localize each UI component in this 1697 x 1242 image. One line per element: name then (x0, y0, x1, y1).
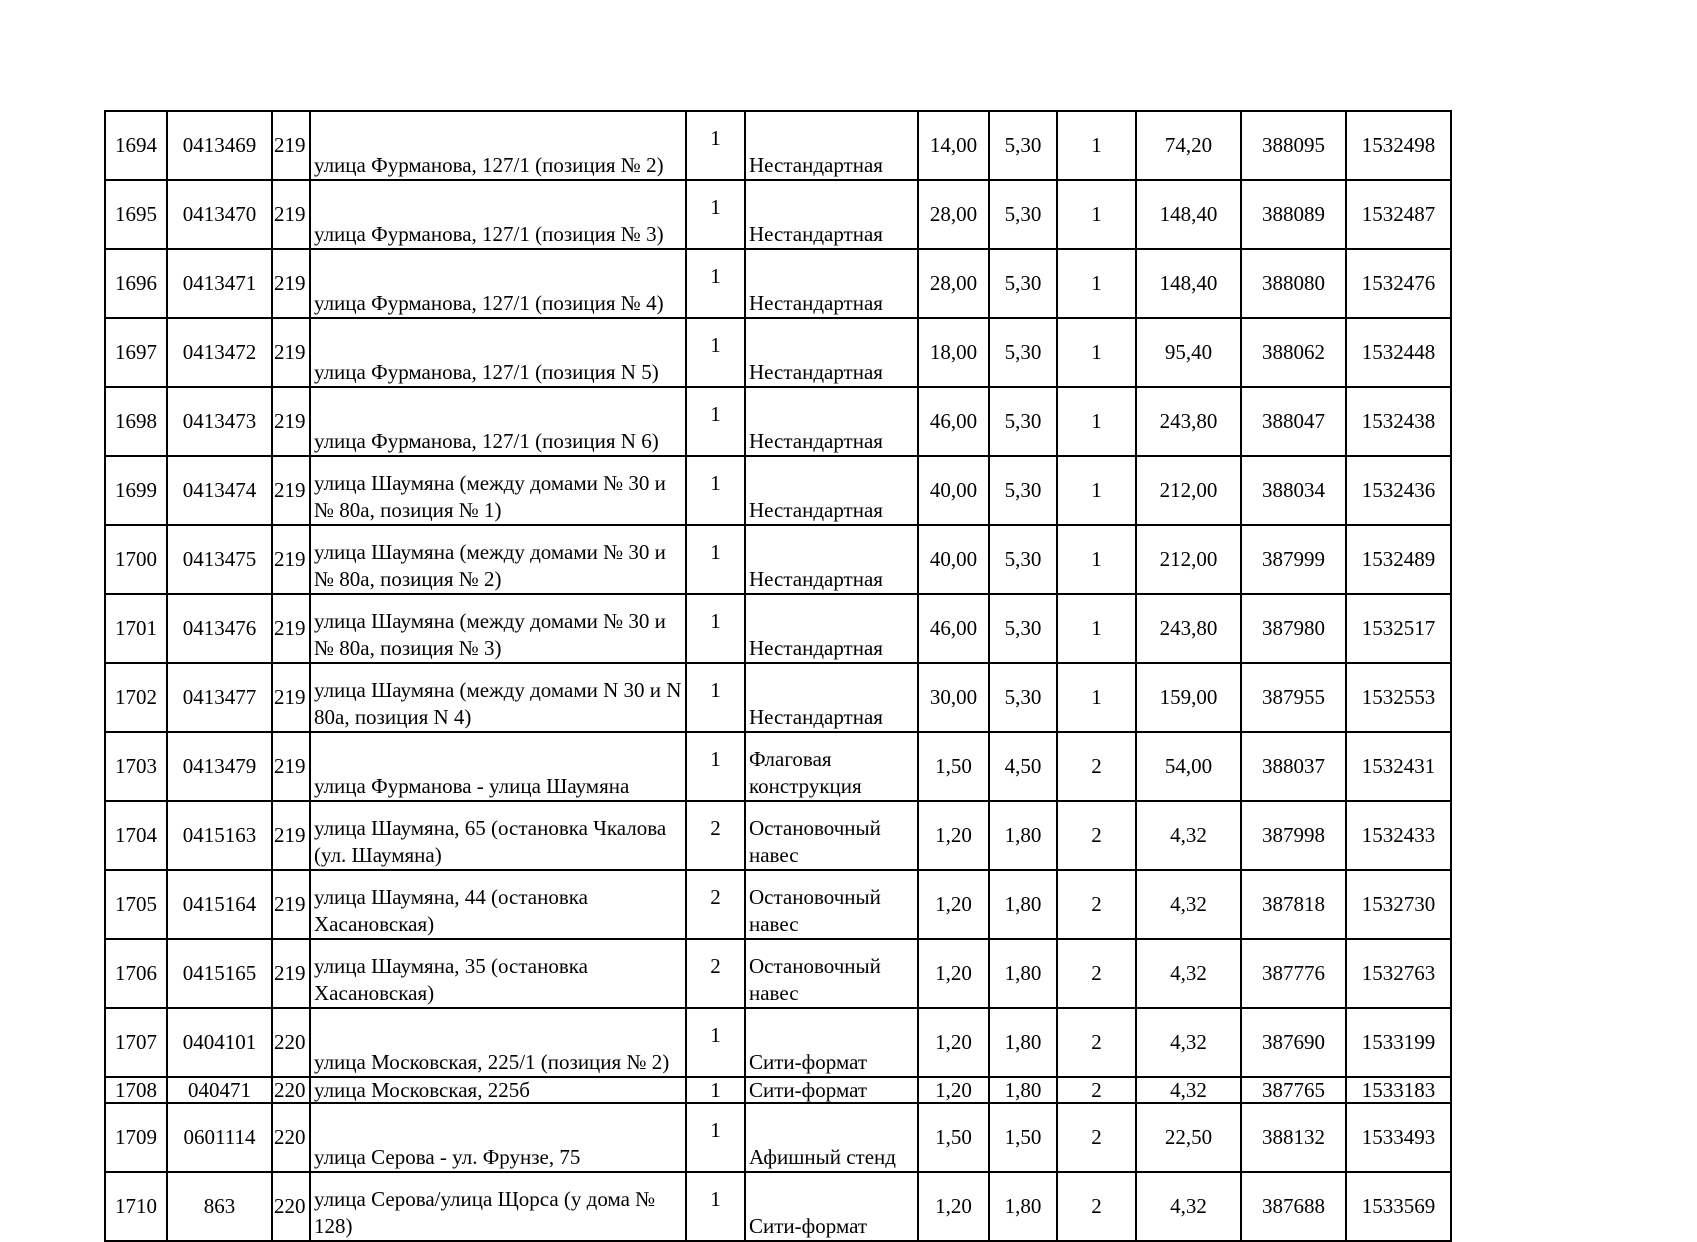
row-number-cell: 1694 (105, 111, 167, 180)
height-cell: 1,80 (989, 1172, 1057, 1241)
width-cell: 1,20 (918, 1008, 989, 1077)
construction-type-cell: Остановочный навес (745, 870, 918, 939)
object-id-cell: 0413479 (167, 732, 272, 801)
height-cell: 5,30 (989, 111, 1057, 180)
quantity-cell: 1 (686, 663, 745, 732)
object-id-cell: 0415164 (167, 870, 272, 939)
sides-cell: 1 (1057, 111, 1136, 180)
height-cell: 5,30 (989, 594, 1057, 663)
sides-cell: 2 (1057, 1008, 1136, 1077)
coordinate-y-cell: 1532433 (1346, 801, 1451, 870)
construction-type-cell: Сити-формат (745, 1077, 918, 1103)
table-row (105, 456, 1451, 525)
code-cell: 219 (272, 387, 310, 456)
width-cell: 1,20 (918, 870, 989, 939)
coordinate-y-cell: 1532436 (1346, 456, 1451, 525)
object-id-cell: 0413476 (167, 594, 272, 663)
coordinate-x-cell: 387980 (1241, 594, 1346, 663)
height-cell: 1,80 (989, 870, 1057, 939)
coordinate-y-cell: 1532517 (1346, 594, 1451, 663)
table-row (105, 525, 1451, 594)
coordinate-y-cell: 1532476 (1346, 249, 1451, 318)
coordinate-y-cell: 1532730 (1346, 870, 1451, 939)
sides-cell: 2 (1057, 1077, 1136, 1103)
area-cell: 243,80 (1136, 387, 1241, 456)
quantity-cell: 1 (686, 111, 745, 180)
coordinate-x-cell: 388089 (1241, 180, 1346, 249)
sides-cell: 1 (1057, 456, 1136, 525)
code-cell: 219 (272, 801, 310, 870)
construction-type-cell: Остановочный навес (745, 939, 918, 1008)
table-row (105, 801, 1451, 870)
sides-cell: 2 (1057, 870, 1136, 939)
code-cell: 219 (272, 180, 310, 249)
height-cell: 5,30 (989, 387, 1057, 456)
width-cell: 1,20 (918, 1172, 989, 1241)
quantity-cell: 1 (686, 387, 745, 456)
coordinate-y-cell: 1533183 (1346, 1077, 1451, 1103)
address-cell: улица Шаумяна, 35 (остановка Хасановская) (310, 939, 686, 1008)
width-cell: 1,20 (918, 1077, 989, 1103)
width-cell: 40,00 (918, 525, 989, 594)
row-number-cell: 1709 (105, 1103, 167, 1172)
object-id-cell: 0413471 (167, 249, 272, 318)
quantity-cell: 1 (686, 594, 745, 663)
quantity-cell: 1 (686, 318, 745, 387)
area-cell: 148,40 (1136, 180, 1241, 249)
height-cell: 5,30 (989, 180, 1057, 249)
code-cell: 220 (272, 1077, 310, 1103)
sides-cell: 1 (1057, 594, 1136, 663)
code-cell: 220 (272, 1008, 310, 1077)
code-cell: 219 (272, 249, 310, 318)
height-cell: 4,50 (989, 732, 1057, 801)
coordinate-y-cell: 1532763 (1346, 939, 1451, 1008)
object-id-cell: 863 (167, 1172, 272, 1241)
width-cell: 1,50 (918, 1103, 989, 1172)
width-cell: 30,00 (918, 663, 989, 732)
coordinate-y-cell: 1532553 (1346, 663, 1451, 732)
row-number-cell: 1697 (105, 318, 167, 387)
code-cell: 219 (272, 594, 310, 663)
sides-cell: 2 (1057, 1172, 1136, 1241)
quantity-cell: 1 (686, 732, 745, 801)
height-cell: 5,30 (989, 525, 1057, 594)
address-cell: улица Московская, 225/1 (позиция № 2) (310, 1008, 686, 1077)
height-cell: 5,30 (989, 456, 1057, 525)
row-number-cell: 1710 (105, 1172, 167, 1241)
table-row (105, 1008, 1451, 1077)
width-cell: 1,20 (918, 801, 989, 870)
sides-cell: 1 (1057, 180, 1136, 249)
register-table-container (104, 110, 1452, 1242)
quantity-cell: 2 (686, 870, 745, 939)
construction-type-cell: Нестандартная (745, 180, 918, 249)
code-cell: 219 (272, 318, 310, 387)
object-id-cell: 0404101 (167, 1008, 272, 1077)
area-cell: 212,00 (1136, 525, 1241, 594)
table-row (105, 732, 1451, 801)
coordinate-x-cell: 387688 (1241, 1172, 1346, 1241)
row-number-cell: 1708 (105, 1077, 167, 1103)
area-cell: 22,50 (1136, 1103, 1241, 1172)
code-cell: 219 (272, 663, 310, 732)
width-cell: 40,00 (918, 456, 989, 525)
construction-type-cell: Нестандартная (745, 594, 918, 663)
row-number-cell: 1704 (105, 801, 167, 870)
table-row (105, 387, 1451, 456)
code-cell: 219 (272, 870, 310, 939)
row-number-cell: 1705 (105, 870, 167, 939)
construction-type-cell: Сити-формат (745, 1172, 918, 1241)
width-cell: 28,00 (918, 180, 989, 249)
row-number-cell: 1696 (105, 249, 167, 318)
coordinate-y-cell: 1532489 (1346, 525, 1451, 594)
area-cell: 159,00 (1136, 663, 1241, 732)
address-cell: улица Фурманова, 127/1 (позиция № 3) (310, 180, 686, 249)
address-cell: улица Фурманова, 127/1 (позиция N 6) (310, 387, 686, 456)
sides-cell: 1 (1057, 525, 1136, 594)
address-cell: улица Фурманова, 127/1 (позиция N 5) (310, 318, 686, 387)
height-cell: 1,80 (989, 1008, 1057, 1077)
object-id-cell: 0413470 (167, 180, 272, 249)
coordinate-x-cell: 388037 (1241, 732, 1346, 801)
coordinate-y-cell: 1532448 (1346, 318, 1451, 387)
construction-type-cell: Нестандартная (745, 525, 918, 594)
width-cell: 46,00 (918, 387, 989, 456)
construction-type-cell: Сити-формат (745, 1008, 918, 1077)
construction-type-cell: Нестандартная (745, 387, 918, 456)
height-cell: 1,50 (989, 1103, 1057, 1172)
table-row (105, 870, 1451, 939)
table-row (105, 594, 1451, 663)
height-cell: 5,30 (989, 663, 1057, 732)
address-cell: улица Шаумяна, 44 (остановка Хасановская) (310, 870, 686, 939)
area-cell: 4,32 (1136, 801, 1241, 870)
address-cell: улица Серова - ул. Фрунзе, 75 (310, 1103, 686, 1172)
area-cell: 54,00 (1136, 732, 1241, 801)
construction-type-cell: Афишный стенд (745, 1103, 918, 1172)
height-cell: 1,80 (989, 939, 1057, 1008)
table-row (105, 180, 1451, 249)
row-number-cell: 1700 (105, 525, 167, 594)
width-cell: 14,00 (918, 111, 989, 180)
width-cell: 28,00 (918, 249, 989, 318)
code-cell: 219 (272, 456, 310, 525)
area-cell: 243,80 (1136, 594, 1241, 663)
height-cell: 5,30 (989, 318, 1057, 387)
coordinate-y-cell: 1533199 (1346, 1008, 1451, 1077)
object-id-cell: 0413474 (167, 456, 272, 525)
coordinate-x-cell: 387776 (1241, 939, 1346, 1008)
quantity-cell: 1 (686, 180, 745, 249)
area-cell: 95,40 (1136, 318, 1241, 387)
width-cell: 1,20 (918, 939, 989, 1008)
construction-type-cell: Нестандартная (745, 456, 918, 525)
code-cell: 219 (272, 732, 310, 801)
area-cell: 4,32 (1136, 1008, 1241, 1077)
table-row (105, 249, 1451, 318)
area-cell: 4,32 (1136, 939, 1241, 1008)
quantity-cell: 1 (686, 249, 745, 318)
coordinate-x-cell: 387765 (1241, 1077, 1346, 1103)
object-id-cell: 0601114 (167, 1103, 272, 1172)
coordinate-x-cell: 387818 (1241, 870, 1346, 939)
object-id-cell: 0413475 (167, 525, 272, 594)
row-number-cell: 1695 (105, 180, 167, 249)
address-cell: улица Серова/улица Щорса (у дома № 128) (310, 1172, 686, 1241)
row-number-cell: 1706 (105, 939, 167, 1008)
width-cell: 46,00 (918, 594, 989, 663)
code-cell: 219 (272, 525, 310, 594)
construction-type-cell: Нестандартная (745, 318, 918, 387)
coordinate-x-cell: 387998 (1241, 801, 1346, 870)
row-number-cell: 1702 (105, 663, 167, 732)
object-id-cell: 0413472 (167, 318, 272, 387)
address-cell: улица Фурманова - улица Шаумяна (310, 732, 686, 801)
area-cell: 4,32 (1136, 870, 1241, 939)
code-cell: 220 (272, 1103, 310, 1172)
coordinate-x-cell: 387690 (1241, 1008, 1346, 1077)
code-cell: 219 (272, 111, 310, 180)
table-row (105, 1172, 1451, 1241)
coordinate-x-cell: 388080 (1241, 249, 1346, 318)
address-cell: улица Шаумяна (между домами N 30 и N 80а, позиция N 4) (310, 663, 686, 732)
sides-cell: 2 (1057, 732, 1136, 801)
row-number-cell: 1701 (105, 594, 167, 663)
sides-cell: 2 (1057, 801, 1136, 870)
coordinate-x-cell: 387955 (1241, 663, 1346, 732)
construction-type-cell: Флаговая конструкция (745, 732, 918, 801)
quantity-cell: 1 (686, 1103, 745, 1172)
coordinate-x-cell: 388095 (1241, 111, 1346, 180)
coordinate-y-cell: 1532498 (1346, 111, 1451, 180)
table-row (105, 111, 1451, 180)
object-id-cell: 040471 (167, 1077, 272, 1103)
coordinate-x-cell: 388062 (1241, 318, 1346, 387)
coordinate-y-cell: 1533569 (1346, 1172, 1451, 1241)
object-id-cell: 0413477 (167, 663, 272, 732)
sides-cell: 1 (1057, 249, 1136, 318)
object-id-cell: 0415163 (167, 801, 272, 870)
area-cell: 4,32 (1136, 1172, 1241, 1241)
table-row (105, 1103, 1451, 1172)
quantity-cell: 1 (686, 1008, 745, 1077)
construction-type-cell: Нестандартная (745, 111, 918, 180)
quantity-cell: 1 (686, 1172, 745, 1241)
width-cell: 1,50 (918, 732, 989, 801)
height-cell: 5,30 (989, 249, 1057, 318)
height-cell: 1,80 (989, 1077, 1057, 1103)
object-id-cell: 0413473 (167, 387, 272, 456)
height-cell: 1,80 (989, 801, 1057, 870)
construction-type-cell: Нестандартная (745, 249, 918, 318)
construction-type-cell: Остановочный навес (745, 801, 918, 870)
sides-cell: 1 (1057, 318, 1136, 387)
address-cell: улица Шаумяна (между домами № 30 и № 80а, позиция № 2) (310, 525, 686, 594)
code-cell: 219 (272, 939, 310, 1008)
sides-cell: 2 (1057, 939, 1136, 1008)
sides-cell: 1 (1057, 387, 1136, 456)
address-cell: улица Фурманова, 127/1 (позиция № 2) (310, 111, 686, 180)
quantity-cell: 1 (686, 1077, 745, 1103)
area-cell: 212,00 (1136, 456, 1241, 525)
sides-cell: 1 (1057, 663, 1136, 732)
coordinate-x-cell: 387999 (1241, 525, 1346, 594)
object-id-cell: 0415165 (167, 939, 272, 1008)
coordinate-y-cell: 1532487 (1346, 180, 1451, 249)
table-row (105, 318, 1451, 387)
coordinate-x-cell: 388047 (1241, 387, 1346, 456)
area-cell: 74,20 (1136, 111, 1241, 180)
row-number-cell: 1707 (105, 1008, 167, 1077)
code-cell: 220 (272, 1172, 310, 1241)
table-row (105, 1077, 1451, 1103)
table-row (105, 663, 1451, 732)
address-cell: улица Московская, 225б (310, 1077, 686, 1103)
coordinate-x-cell: 388034 (1241, 456, 1346, 525)
object-id-cell: 0413469 (167, 111, 272, 180)
area-cell: 148,40 (1136, 249, 1241, 318)
register-table (104, 110, 1452, 1242)
coordinate-y-cell: 1533493 (1346, 1103, 1451, 1172)
quantity-cell: 1 (686, 525, 745, 594)
table-body (105, 111, 1451, 1241)
coordinate-x-cell: 388132 (1241, 1103, 1346, 1172)
address-cell: улица Фурманова, 127/1 (позиция № 4) (310, 249, 686, 318)
quantity-cell: 2 (686, 801, 745, 870)
address-cell: улица Шаумяна, 65 (остановка Чкалова (ул. Шаумяна) (310, 801, 686, 870)
row-number-cell: 1703 (105, 732, 167, 801)
coordinate-y-cell: 1532438 (1346, 387, 1451, 456)
row-number-cell: 1699 (105, 456, 167, 525)
construction-type-cell: Нестандартная (745, 663, 918, 732)
quantity-cell: 2 (686, 939, 745, 1008)
quantity-cell: 1 (686, 456, 745, 525)
address-cell: улица Шаумяна (между домами № 30 и № 80а, позиция № 1) (310, 456, 686, 525)
sides-cell: 2 (1057, 1103, 1136, 1172)
table-row (105, 939, 1451, 1008)
row-number-cell: 1698 (105, 387, 167, 456)
coordinate-y-cell: 1532431 (1346, 732, 1451, 801)
address-cell: улица Шаумяна (между домами № 30 и № 80а, позиция № 3) (310, 594, 686, 663)
width-cell: 18,00 (918, 318, 989, 387)
area-cell: 4,32 (1136, 1077, 1241, 1103)
